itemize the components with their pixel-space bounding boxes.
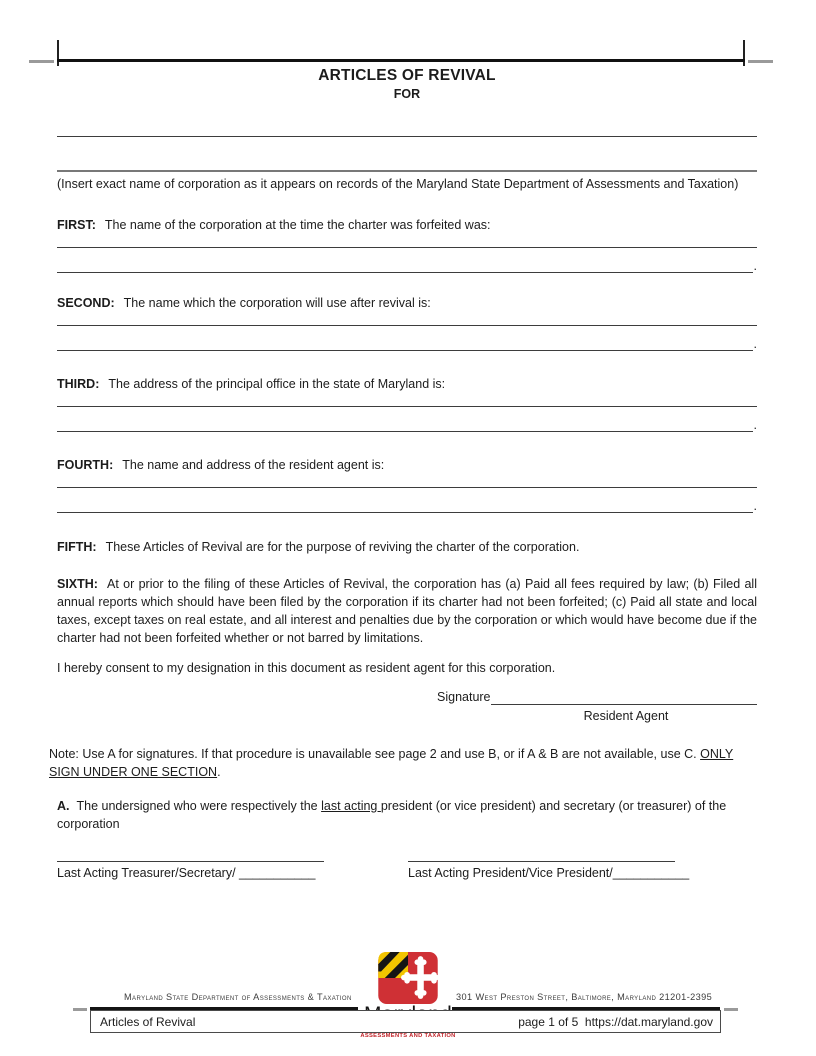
first-fill-line-2[interactable] — [57, 258, 753, 273]
section-fourth-label: FOURTH: — [57, 457, 114, 472]
officer-signature-columns — [57, 861, 757, 882]
footer-title-bar — [90, 1010, 721, 1033]
note-text: Note: Use A for signatures. If that procedure is unavailable see page 2 and use B, or if A & B are not available, use C. — [49, 746, 701, 761]
third-fill-line-2[interactable] — [57, 417, 753, 432]
president-signature-block — [408, 861, 757, 882]
note-paragraph — [49, 745, 765, 782]
section-first-text: The name of the corporation at the time the charter was forfeited was: — [104, 217, 491, 232]
footer-department-name: Maryland State Department of Assessments & Taxation — [124, 992, 352, 1002]
section-sixth-paragraph — [57, 575, 757, 647]
section-third-label: THIRD: — [57, 376, 100, 391]
president-signature-line[interactable] — [408, 861, 675, 862]
section-a-text-after: president (or vice president) and secretary (or treasurer) of the corporation — [57, 798, 727, 831]
section-a-underlined-text: last acting — [321, 798, 381, 813]
section-first-label: FIRST: — [57, 217, 96, 232]
corporation-name-line-1[interactable] — [57, 136, 757, 137]
section-fourth-text: The name and address of the resident agent is: — [122, 457, 385, 472]
line-end-period: . — [753, 336, 757, 351]
line-end-period: . — [753, 417, 757, 432]
footer-address: 301 West Preston Street, Baltimore, Maryland 21201-2395 — [456, 992, 713, 1002]
resident-agent-signature-line[interactable] — [491, 688, 757, 705]
section-fourth-heading — [57, 456, 757, 474]
section-third-heading — [57, 375, 757, 393]
section-third-text: The address of the principal office in the state of Maryland is: — [108, 376, 446, 391]
third-fill-line-1[interactable] — [57, 406, 757, 407]
fourth-fill-line-1[interactable] — [57, 487, 757, 488]
section-sixth-text: At or prior to the filing of these Articles of Revival, the corporation has (a) Paid all fees required by law; (b) Filed all annual reports which should have been filed by the corporation if its charter had not been forfeited; (c) Paid all state and local taxes, except taxes on real estate, and all interest and penalties due by the corporation or which would have become due if the charter had not been forfeited whether or not barred by limitations. — [57, 576, 757, 645]
first-fill-line-1[interactable] — [57, 247, 757, 248]
footer-page-number-and-url: page 1 of 5 https://dat.maryland.gov — [518, 1014, 713, 1029]
note-underlined-text: ONLY SIGN UNDER ONE SECTION — [49, 746, 734, 779]
footer-document-title: Articles of Revival — [100, 1014, 196, 1029]
treasurer-signature-line[interactable] — [57, 861, 324, 862]
section-a-label: A. — [57, 798, 70, 813]
signature-label: Signature — [437, 689, 491, 704]
page-footer — [0, 948, 816, 1048]
section-fifth-heading — [57, 538, 757, 556]
section-second-label: SECOND: — [57, 295, 115, 310]
section-a-text-before: The undersigned who were respectively the — [76, 798, 322, 813]
section-first-heading — [57, 216, 757, 234]
line-end-period: . — [753, 258, 757, 273]
page-title: ARTICLES OF REVIVAL — [318, 67, 496, 84]
footer-dash-left — [73, 1008, 87, 1011]
corporation-name-line-2[interactable] — [57, 170, 757, 172]
crop-mark-top-left-dash — [29, 60, 54, 63]
treasurer-signature-label: Last Acting Treasurer/Secretary/ ___________ — [57, 865, 316, 880]
second-fill-line-1[interactable] — [57, 325, 757, 326]
section-second-heading — [57, 294, 757, 312]
logo-subtitle-line2: ASSESSMENTS AND TAXATION — [360, 1033, 456, 1039]
section-fifth-label: FIFTH: — [57, 539, 97, 554]
line-end-period: . — [753, 498, 757, 513]
section-fifth-text: These Articles of Revival are for the purpose of reviving the charter of the corporation. — [105, 539, 580, 554]
resident-agent-signature-row — [437, 688, 757, 705]
corporation-name-caption: (Insert exact name of corporation as it appears on records of the Maryland State Department of Assessments and Taxation) — [57, 177, 739, 191]
second-fill-line-2[interactable] — [57, 336, 753, 351]
footer-dash-right — [724, 1008, 738, 1011]
resident-agent-caption: Resident Agent — [583, 708, 669, 723]
maryland-flag-icon — [378, 952, 438, 1004]
president-signature-label: Last Acting President/Vice President/___________ — [408, 865, 690, 880]
fourth-fill-line-2[interactable] — [57, 498, 753, 513]
note-period: . — [217, 765, 221, 779]
page-subtitle: FOR — [393, 87, 421, 101]
section-a-paragraph — [57, 797, 737, 834]
treasurer-signature-block — [57, 861, 408, 882]
section-second-text: The name which the corporation will use after revival is: — [123, 295, 431, 310]
section-sixth-label: SIXTH: — [57, 576, 98, 591]
form-body — [49, 0, 757, 882]
resident-agent-consent-text: I hereby consent to my designation in this document as resident agent for this corporation. — [57, 660, 556, 675]
